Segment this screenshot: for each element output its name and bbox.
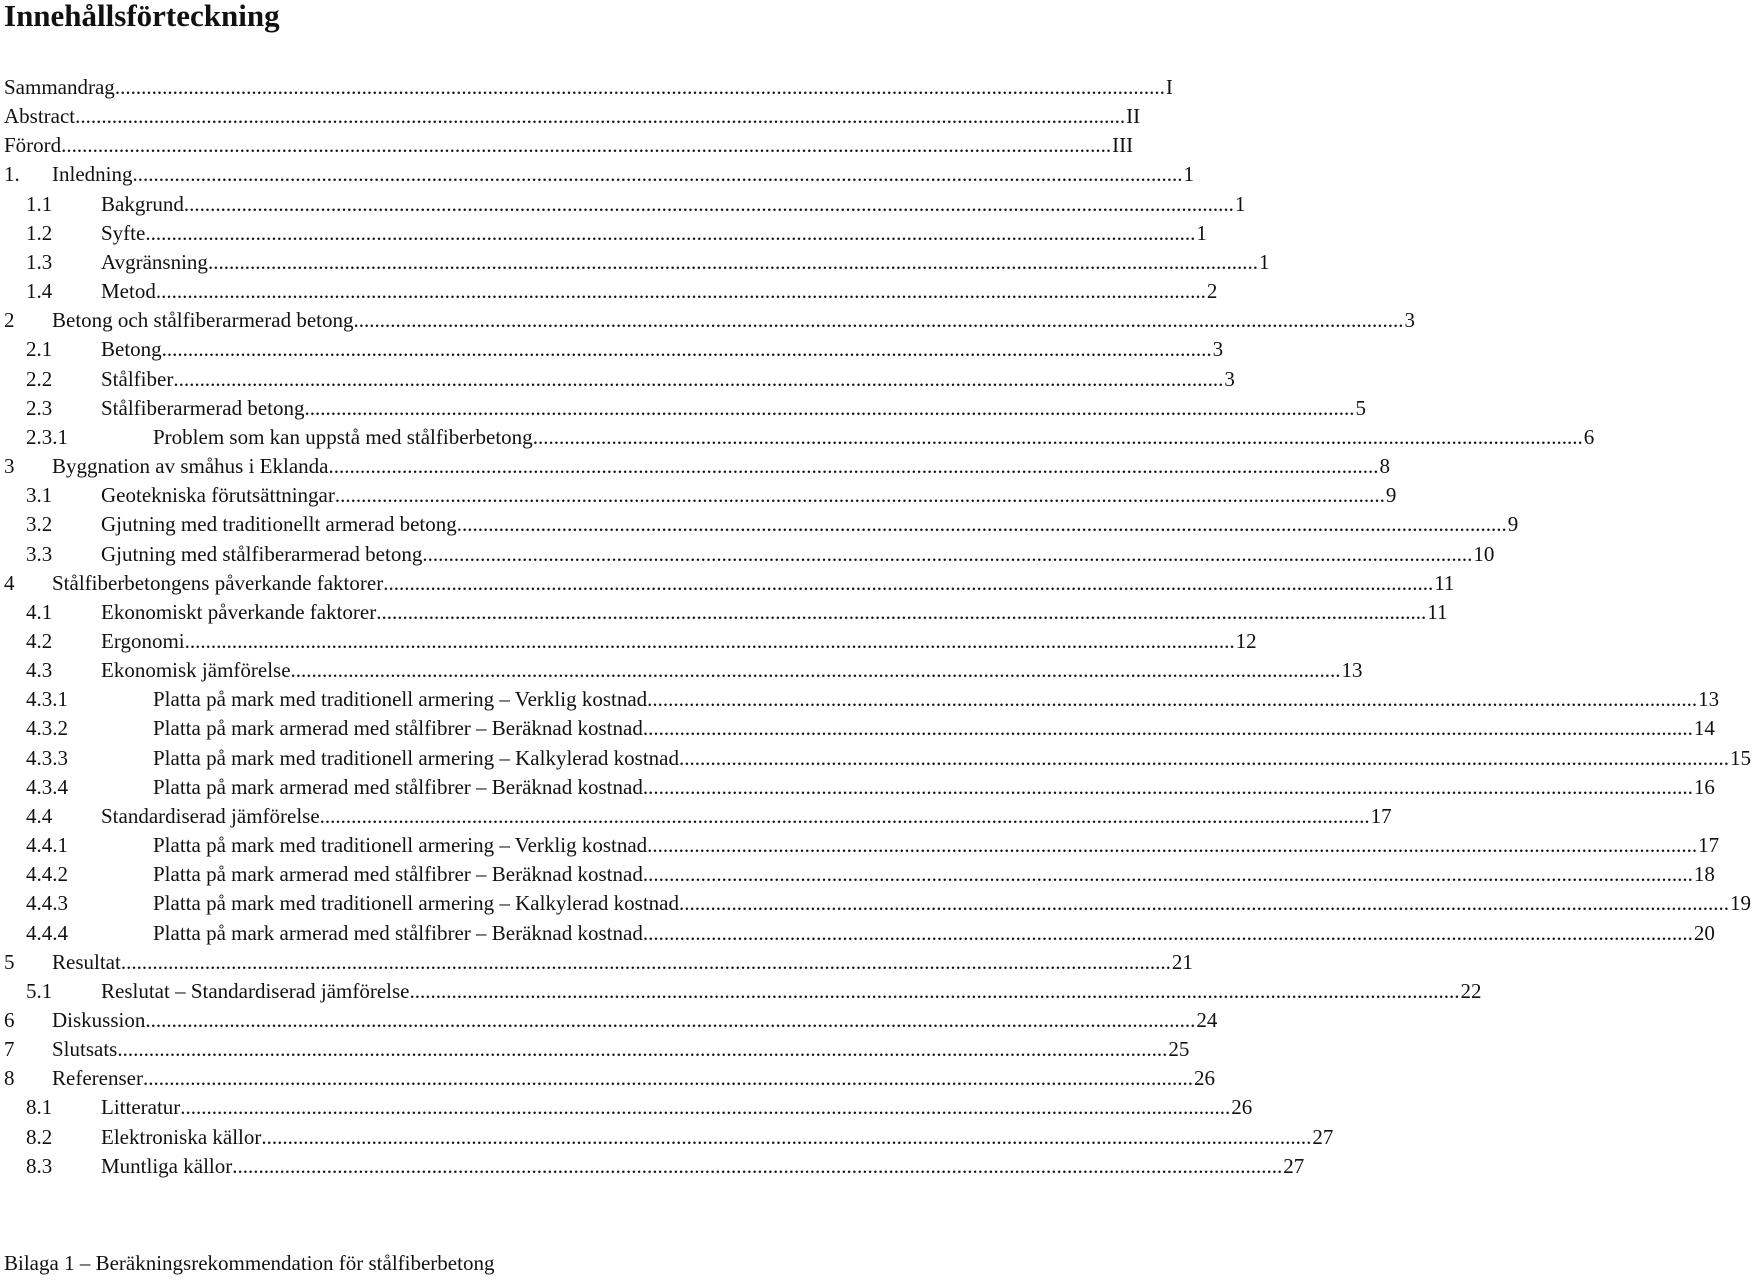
- toc-entry-number: 4.3.1: [26, 685, 68, 714]
- toc-leader-line: [101, 540, 1495, 569]
- toc-entry[interactable]: [0, 919, 1715, 948]
- toc-leader-dots: ........................................................................................................................................................................................................: [456, 512, 1507, 537]
- toc-leader-line: [52, 948, 1193, 977]
- toc-entry[interactable]: [0, 1035, 1190, 1064]
- toc-entry-number: 8.2: [26, 1123, 52, 1152]
- toc-entry[interactable]: [0, 831, 1720, 860]
- toc-entry-title: Platta på mark armerad med stålfibrer – Beräknad kostnad: [153, 919, 643, 948]
- toc-leader-line: [101, 481, 1397, 510]
- toc-leader-dots: ........................................................................................................................................................................................................: [207, 249, 1258, 274]
- toc-entry[interactable]: [0, 569, 1455, 598]
- toc-leader-line: [101, 802, 1392, 831]
- toc-entry-title: Reslutat – Standardiserad jämförelse: [101, 977, 410, 1006]
- toc-entry-title: Syfte: [101, 219, 145, 248]
- toc-leader-line: [101, 627, 1257, 656]
- toc-entry-page: II: [1125, 102, 1142, 131]
- toc-leader-dots: ........................................................................................................................................................................................................: [383, 570, 1434, 595]
- toc-entry[interactable]: [0, 394, 1366, 423]
- toc-entry-title: Ekonomiskt påverkande faktorer: [101, 598, 376, 627]
- toc-entry-title: Inledning: [52, 160, 132, 189]
- toc-entry-title: Geotekniska förutsättningar: [101, 481, 335, 510]
- toc-leader-dots: ........................................................................................................................................................................................................: [304, 395, 1355, 420]
- toc-entry-number: 1.2: [26, 219, 52, 248]
- toc-entry-title: Avgränsning: [101, 248, 208, 277]
- toc-leader-dots: ........................................................................................................................................................................................................: [422, 541, 1473, 566]
- toc-leader-dots: ........................................................................................................................................................................................................: [328, 454, 1379, 479]
- toc-entry-title: Bakgrund: [101, 190, 184, 219]
- toc-leader-line: [52, 306, 1415, 335]
- toc-leader-line: [153, 714, 1715, 743]
- toc-entry-page: 10: [1472, 540, 1496, 569]
- toc-entry[interactable]: [0, 802, 1392, 831]
- toc-leader-line: [101, 1152, 1305, 1181]
- toc-entry[interactable]: [0, 306, 1415, 335]
- toc-entry-title: Förord: [4, 131, 61, 160]
- toc-entry[interactable]: [0, 160, 1194, 189]
- toc-entry[interactable]: [0, 1064, 1215, 1093]
- toc-leader-dots: ........................................................................................................................................................................................................: [132, 162, 1183, 187]
- toc-entry-number: 4.2: [26, 627, 52, 656]
- toc-entry-title: Litteratur: [101, 1093, 180, 1122]
- toc-entry[interactable]: [0, 1006, 1218, 1035]
- toc-entry-title: Gjutning med stålfiberarmerad betong: [101, 540, 422, 569]
- toc-entry-number: 1.3: [26, 248, 52, 277]
- toc-leader-line: [101, 365, 1235, 394]
- toc-leader-line: [52, 1006, 1218, 1035]
- toc-entry-page: 5: [1355, 394, 1369, 423]
- toc-entry[interactable]: [0, 977, 1482, 1006]
- toc-entry-page: 27: [1311, 1123, 1335, 1152]
- toc-leader-line: [101, 510, 1519, 539]
- toc-entry-title: Standardiserad jämförelse: [101, 802, 320, 831]
- toc-entry-page: I: [1165, 73, 1175, 102]
- toc-entry[interactable]: [0, 365, 1235, 394]
- toc-leader-line: [153, 423, 1595, 452]
- toc-entry-title: Byggnation av småhus i Eklanda: [52, 452, 328, 481]
- toc-leader-line: [101, 248, 1270, 277]
- toc-entry-number: 2: [4, 306, 15, 335]
- toc-leader-dots: ........................................................................................................................................................................................................: [642, 716, 1693, 741]
- toc-entry-number: 1.4: [26, 277, 52, 306]
- toc-leader-dots: ........................................................................................................................................................................................................: [184, 628, 1235, 653]
- toc-leader-line: [153, 685, 1720, 714]
- toc-entry-page: 1: [1195, 219, 1209, 248]
- toc-entry[interactable]: [0, 627, 1257, 656]
- toc-leader-line: [52, 160, 1194, 189]
- page-title: Innehållsförteckning: [4, 0, 280, 33]
- toc-leader-line: [101, 277, 1218, 306]
- toc-entry-title: Stålfiberarmerad betong: [101, 394, 305, 423]
- toc-entry[interactable]: [0, 131, 1134, 160]
- toc-leader-line: [153, 831, 1720, 860]
- toc-entry-number: 4.4.1: [26, 831, 68, 860]
- table-of-contents: [0, 73, 1752, 1181]
- toc-entry-title: Platta på mark armerad med stålfibrer – Beräknad kostnad: [153, 714, 643, 743]
- toc-entry-page: 26: [1230, 1093, 1254, 1122]
- toc-entry[interactable]: [0, 714, 1715, 743]
- toc-leader-dots: ........................................................................................................................................................................................................: [261, 1124, 1312, 1149]
- toc-entry[interactable]: [0, 248, 1270, 277]
- toc-leader-line: [52, 569, 1455, 598]
- toc-entry-title: Ergonomi: [101, 627, 185, 656]
- toc-leader-line: [4, 131, 1134, 160]
- toc-leader-dots: ........................................................................................................................................................................................................: [679, 891, 1730, 916]
- toc-leader-dots: ........................................................................................................................................................................................................: [319, 803, 1370, 828]
- toc-entry-title: Referenser: [52, 1064, 143, 1093]
- toc-leader-line: [153, 919, 1715, 948]
- toc-entry-number: 8: [4, 1064, 15, 1093]
- toc-entry-page: 3: [1212, 335, 1226, 364]
- toc-entry[interactable]: [0, 219, 1207, 248]
- toc-entry-page: 9: [1507, 510, 1521, 539]
- toc-entry-number: 8.1: [26, 1093, 52, 1122]
- toc-entry-number: 2.3.1: [26, 423, 68, 452]
- toc-entry-number: 4.3: [26, 656, 52, 685]
- toc-leader-dots: ........................................................................................................................................................................................................: [647, 833, 1698, 858]
- toc-leader-dots: ........................................................................................................................................................................................................: [61, 133, 1112, 158]
- toc-entry-title: Betong: [101, 335, 162, 364]
- toc-entry-title: Betong och stålfiberarmerad betong: [52, 306, 353, 335]
- toc-leader-dots: ........................................................................................................................................................................................................: [290, 658, 1341, 683]
- toc-entry-page: 8: [1378, 452, 1392, 481]
- toc-entry-page: 21: [1171, 948, 1195, 977]
- toc-entry-number: 8.3: [26, 1152, 52, 1181]
- toc-entry-page: 12: [1235, 627, 1259, 656]
- toc-entry[interactable]: [0, 1123, 1334, 1152]
- toc-entry[interactable]: [0, 481, 1397, 510]
- toc-entry[interactable]: [0, 773, 1715, 802]
- toc-entry[interactable]: [0, 744, 1752, 773]
- toc-leader-line: [52, 452, 1390, 481]
- toc-entry[interactable]: [0, 889, 1752, 918]
- toc-leader-dots: ........................................................................................................................................................................................................: [376, 599, 1427, 624]
- toc-entry-page: III: [1111, 131, 1135, 160]
- toc-entry-page: 1: [1234, 190, 1248, 219]
- toc-entry-page: 3: [1223, 365, 1237, 394]
- toc-entry-number: 7: [4, 1035, 15, 1064]
- toc-entry[interactable]: [0, 452, 1390, 481]
- toc-leader-dots: ........................................................................................................................................................................................................: [183, 191, 1234, 216]
- toc-entry-title: Platta på mark armerad med stålfibrer – Beräknad kostnad: [153, 773, 643, 802]
- toc-entry-title: Gjutning med traditionellt armerad betong: [101, 510, 457, 539]
- toc-entry-page: 14: [1693, 714, 1717, 743]
- toc-entry[interactable]: [0, 277, 1218, 306]
- toc-entry-page: 15: [1729, 744, 1753, 773]
- toc-entry-title: Abstract: [4, 102, 75, 131]
- toc-entry[interactable]: [0, 860, 1715, 889]
- toc-entry-number: 5.1: [26, 977, 52, 1006]
- toc-leader-line: [101, 1123, 1334, 1152]
- toc-entry[interactable]: [0, 685, 1720, 714]
- toc-entry-page: 13: [1697, 685, 1721, 714]
- toc-entry-page: 13: [1341, 656, 1365, 685]
- toc-entry-page: 20: [1693, 919, 1717, 948]
- toc-entry-page: 27: [1282, 1152, 1306, 1181]
- toc-leader-line: [101, 656, 1363, 685]
- toc-entry-number: 4.3.2: [26, 714, 68, 743]
- toc-entry-page: 6: [1583, 423, 1597, 452]
- toc-entry-title: Muntliga källor: [101, 1152, 232, 1181]
- toc-leader-line: [4, 102, 1141, 131]
- toc-entry-page: 19: [1729, 889, 1753, 918]
- toc-entry-title: Platta på mark med traditionell armering – Verklig kostnad: [153, 831, 647, 860]
- toc-entry-page: 1: [1258, 248, 1272, 277]
- toc-entry[interactable]: [0, 335, 1224, 364]
- toc-entry-number: 4.4: [26, 802, 52, 831]
- toc-entry-title: Ekonomisk jämförelse: [101, 656, 291, 685]
- toc-leader-dots: ........................................................................................................................................................................................................: [353, 308, 1404, 333]
- toc-entry[interactable]: [0, 656, 1363, 685]
- toc-leader-line: [101, 1093, 1253, 1122]
- toc-entry-page: 11: [1426, 598, 1449, 627]
- toc-entry-number: 4.4.4: [26, 919, 68, 948]
- toc-entry-number: 3.1: [26, 481, 52, 510]
- toc-entry-title: Platta på mark med traditionell armering – Kalkylerad kostnad: [153, 889, 679, 918]
- toc-entry-number: 2.2: [26, 365, 52, 394]
- toc-leader-line: [153, 773, 1715, 802]
- toc-leader-line: [101, 190, 1246, 219]
- toc-entry[interactable]: [0, 1093, 1253, 1122]
- toc-entry-page: 22: [1460, 977, 1484, 1006]
- appendix-line: Bilaga 1 – Beräkningsrekommendation för stålfiberbetong: [4, 1251, 495, 1275]
- toc-leader-line: [153, 744, 1752, 773]
- toc-entry-page: 25: [1167, 1035, 1191, 1064]
- toc-leader-line: [101, 394, 1366, 423]
- toc-entry-title: Platta på mark med traditionell armering – Verklig kostnad: [153, 685, 647, 714]
- toc-leader-line: [101, 219, 1207, 248]
- toc-entry-number: 4: [4, 569, 15, 598]
- toc-entry-number: 4.4.2: [26, 860, 68, 889]
- toc-entry-title: Resultat: [52, 948, 121, 977]
- toc-leader-line: [4, 73, 1173, 102]
- toc-entry-number: 4.3.4: [26, 773, 68, 802]
- toc-entry-title: Slutsats: [52, 1035, 117, 1064]
- toc-entry[interactable]: [0, 510, 1519, 539]
- toc-entry-page: 17: [1697, 831, 1721, 860]
- toc-entry-number: 4.3.3: [26, 744, 68, 773]
- toc-entry[interactable]: [0, 73, 1173, 102]
- toc-entry-page: 18: [1693, 860, 1717, 889]
- toc-entry-page: 24: [1195, 1006, 1219, 1035]
- toc-leader-dots: ........................................................................................................................................................................................................: [120, 949, 1171, 974]
- toc-leader-dots: ........................................................................................................................................................................................................: [145, 1008, 1196, 1032]
- toc-entry-page: 9: [1385, 481, 1399, 510]
- toc-leader-dots: ........................................................................................................................................................................................................: [647, 687, 1698, 712]
- toc-entry-page: 1: [1182, 160, 1196, 189]
- toc-entry[interactable]: [0, 102, 1141, 131]
- toc-entry-number: 2.1: [26, 335, 52, 364]
- toc-entry-number: 1.1: [26, 190, 52, 219]
- toc-entry-page: 16: [1693, 773, 1717, 802]
- toc-entry-title: Stålfiberbetongens påverkande faktorer: [52, 569, 383, 598]
- toc-entry-number: 3: [4, 452, 15, 481]
- toc-leader-dots: ........................................................................................................................................................................................................: [145, 220, 1196, 245]
- toc-entry-title: Platta på mark med traditionell armering – Kalkylerad kostnad: [153, 744, 679, 773]
- toc-leader-line: [101, 335, 1224, 364]
- toc-entry-number: 1.: [4, 160, 20, 189]
- toc-entry-title: Stålfiber: [101, 365, 173, 394]
- toc-leader-dots: ........................................................................................................................................................................................................: [642, 862, 1693, 887]
- toc-entry-page: 11: [1433, 569, 1456, 598]
- toc-entry-number: 2.3: [26, 394, 52, 423]
- toc-entry-title: Diskussion: [52, 1006, 145, 1035]
- toc-entry-number: 3.2: [26, 510, 52, 539]
- toc-entry-number: 3.3: [26, 540, 52, 569]
- toc-leader-dots: ........................................................................................................................................................................................................: [532, 424, 1583, 449]
- toc-leader-dots: ........................................................................................................................................................................................................: [114, 75, 1165, 99]
- toc-entry-number: 4.1: [26, 598, 52, 627]
- toc-entry-number: 4.4.3: [26, 889, 68, 918]
- toc-entry-page: 17: [1370, 802, 1394, 831]
- toc-leader-dots: ........................................................................................................................................................................................................: [180, 1095, 1231, 1120]
- toc-entry-title: Metod: [101, 277, 156, 306]
- toc-leader-dots: ........................................................................................................................................................................................................: [155, 279, 1206, 304]
- toc-leader-line: [52, 1064, 1215, 1093]
- toc-entry[interactable]: [0, 540, 1495, 569]
- toc-entry-page: 2: [1206, 277, 1220, 306]
- toc-entry-title: Sammandrag: [4, 73, 115, 102]
- toc-entry-number: 5: [4, 948, 15, 977]
- toc-leader-dots: ........................................................................................................................................................................................................: [161, 337, 1212, 362]
- toc-entry-title: Platta på mark armerad med stålfibrer – Beräknad kostnad: [153, 860, 643, 889]
- toc-entry[interactable]: [0, 1152, 1305, 1181]
- toc-leader-dots: ........................................................................................................................................................................................................: [409, 978, 1460, 1003]
- toc-entry-number: 6: [4, 1006, 15, 1035]
- toc-entry-title: Elektroniska källor: [101, 1123, 261, 1152]
- toc-leader-dots: ........................................................................................................................................................................................................: [642, 774, 1693, 799]
- toc-entry-page: 26: [1193, 1064, 1217, 1093]
- toc-entry[interactable]: [0, 423, 1595, 452]
- toc-leader-line: [153, 889, 1752, 918]
- toc-leader-dots: ........................................................................................................................................................................................................: [232, 1153, 1283, 1178]
- toc-entry-title: Problem som kan uppstå med stålfiberbetong: [153, 423, 533, 452]
- toc-leader-line: [153, 860, 1715, 889]
- toc-leader-line: [101, 977, 1482, 1006]
- toc-entry[interactable]: [0, 948, 1193, 977]
- toc-leader-dots: ........................................................................................................................................................................................................: [75, 104, 1126, 129]
- toc-entry[interactable]: [0, 190, 1246, 219]
- toc-leader-line: [101, 598, 1448, 627]
- toc-leader-dots: ........................................................................................................................................................................................................: [679, 745, 1730, 770]
- toc-leader-line: [52, 1035, 1190, 1064]
- toc-leader-dots: ........................................................................................................................................................................................................: [117, 1037, 1168, 1062]
- toc-entry[interactable]: [0, 598, 1448, 627]
- toc-leader-dots: ........................................................................................................................................................................................................: [642, 920, 1693, 945]
- toc-leader-dots: ........................................................................................................................................................................................................: [142, 1066, 1193, 1091]
- toc-leader-dots: ........................................................................................................................................................................................................: [173, 366, 1224, 391]
- toc-entry-page: 3: [1403, 306, 1417, 335]
- toc-leader-dots: ........................................................................................................................................................................................................: [334, 483, 1385, 508]
